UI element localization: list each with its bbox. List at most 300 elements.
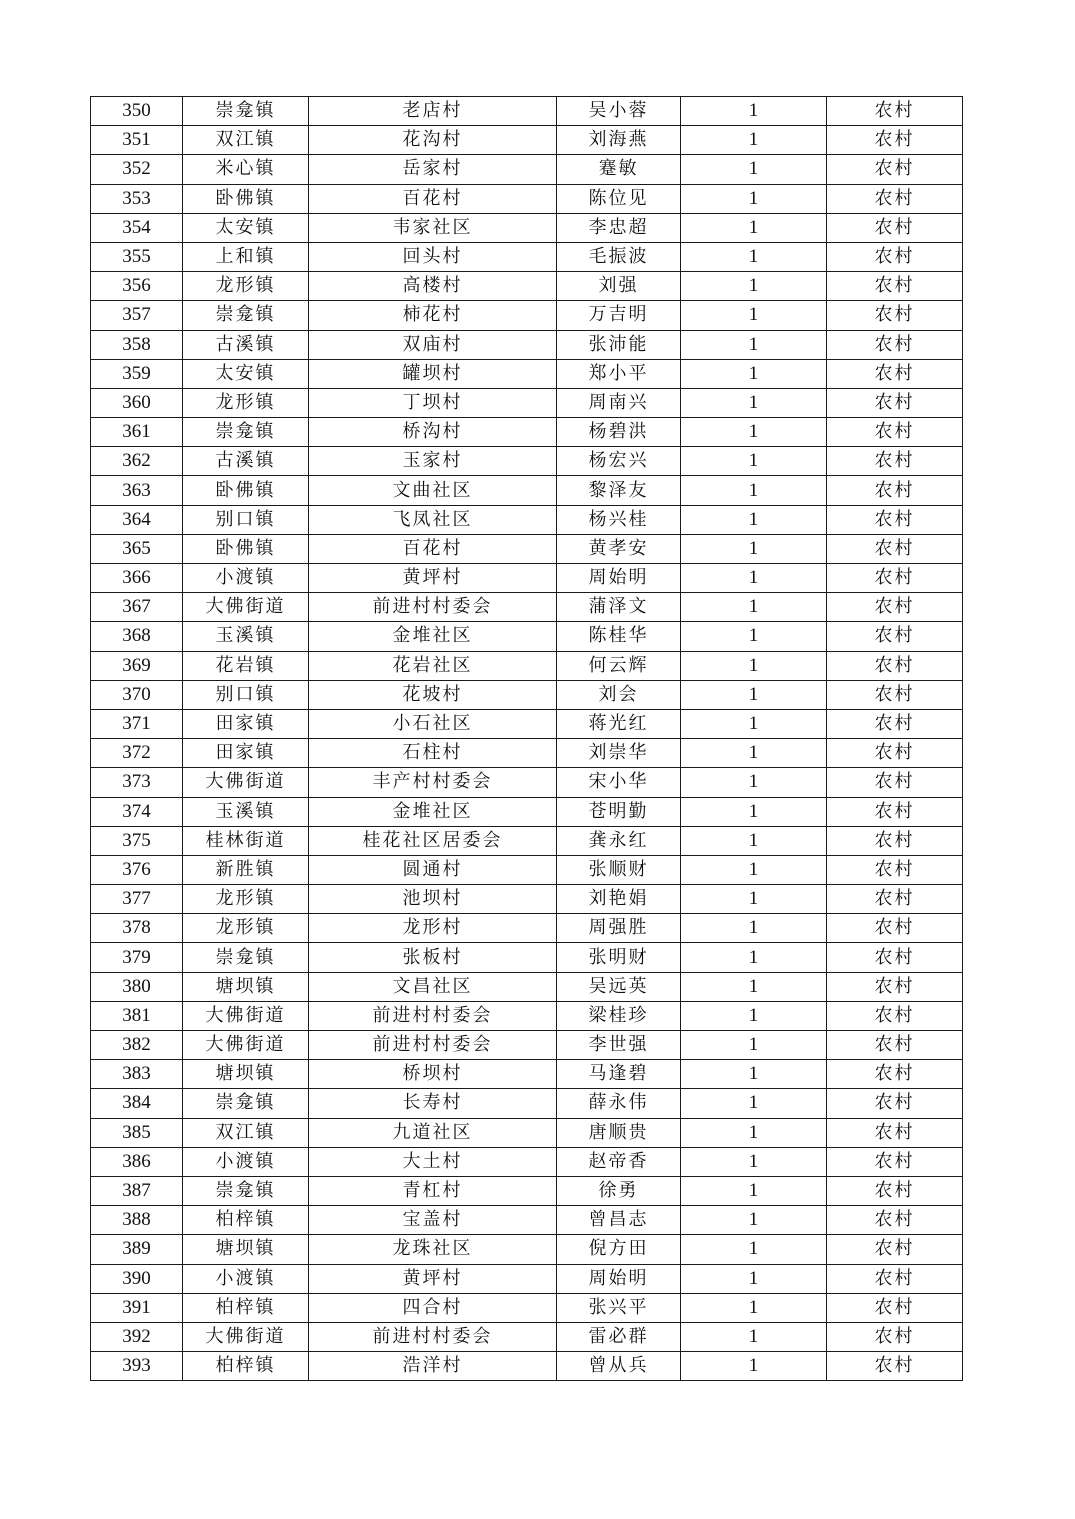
table-row [91, 1147, 963, 1176]
person-name-cell: 何云辉 [557, 651, 681, 680]
table-row [91, 1206, 963, 1235]
village-cell: 石柱村 [309, 739, 557, 768]
village-cell: 黄坪村 [309, 564, 557, 593]
town-cell: 小渡镇 [183, 1147, 309, 1176]
table-row [91, 272, 963, 301]
count-cell: 1 [681, 1118, 827, 1147]
village-cell: 丰产村村委会 [309, 768, 557, 797]
person-name-cell: 张顺财 [557, 855, 681, 884]
category-cell: 农村 [827, 1235, 963, 1264]
category-cell: 农村 [827, 388, 963, 417]
town-cell: 大佛街道 [183, 768, 309, 797]
count-cell: 1 [681, 1235, 827, 1264]
village-cell: 老店村 [309, 97, 557, 126]
category-cell: 农村 [827, 1176, 963, 1205]
person-name-cell: 雷必群 [557, 1322, 681, 1351]
serial-number-cell: 383 [91, 1060, 183, 1089]
village-cell: 长寿村 [309, 1089, 557, 1118]
village-cell: 丁坝村 [309, 388, 557, 417]
person-name-cell: 黄孝安 [557, 534, 681, 563]
category-cell: 农村 [827, 680, 963, 709]
category-cell: 农村 [827, 213, 963, 242]
count-cell: 1 [681, 768, 827, 797]
town-cell: 田家镇 [183, 739, 309, 768]
count-cell: 1 [681, 593, 827, 622]
person-name-cell: 杨兴桂 [557, 505, 681, 534]
serial-number-cell: 364 [91, 505, 183, 534]
village-cell: 金堆社区 [309, 622, 557, 651]
table-row [91, 593, 963, 622]
person-name-cell: 吴小蓉 [557, 97, 681, 126]
village-cell: 花沟村 [309, 126, 557, 155]
count-cell: 1 [681, 1031, 827, 1060]
serial-number-cell: 392 [91, 1322, 183, 1351]
table-row [91, 155, 963, 184]
category-cell: 农村 [827, 447, 963, 476]
village-cell: 金堆社区 [309, 797, 557, 826]
serial-number-cell: 373 [91, 768, 183, 797]
person-name-cell: 毛振波 [557, 242, 681, 271]
person-name-cell: 刘强 [557, 272, 681, 301]
count-cell: 1 [681, 155, 827, 184]
town-cell: 太安镇 [183, 213, 309, 242]
table-row [91, 680, 963, 709]
person-name-cell: 李忠超 [557, 213, 681, 242]
count-cell: 1 [681, 476, 827, 505]
table-row [91, 1089, 963, 1118]
category-cell: 农村 [827, 476, 963, 505]
serial-number-cell: 382 [91, 1031, 183, 1060]
serial-number-cell: 363 [91, 476, 183, 505]
table-row [91, 359, 963, 388]
table-row [91, 1235, 963, 1264]
category-cell: 农村 [827, 855, 963, 884]
category-cell: 农村 [827, 1293, 963, 1322]
village-cell: 玉家村 [309, 447, 557, 476]
table-row [91, 388, 963, 417]
town-cell: 太安镇 [183, 359, 309, 388]
table-row [91, 1352, 963, 1381]
count-cell: 1 [681, 972, 827, 1001]
serial-number-cell: 351 [91, 126, 183, 155]
town-cell: 花岩镇 [183, 651, 309, 680]
serial-number-cell: 374 [91, 797, 183, 826]
serial-number-cell: 386 [91, 1147, 183, 1176]
serial-number-cell: 385 [91, 1118, 183, 1147]
town-cell: 柏梓镇 [183, 1293, 309, 1322]
village-cell: 岳家村 [309, 155, 557, 184]
person-name-cell: 蒋光红 [557, 709, 681, 738]
town-cell: 玉溪镇 [183, 797, 309, 826]
count-cell: 1 [681, 1001, 827, 1030]
person-name-cell: 苍明勤 [557, 797, 681, 826]
person-name-cell: 陈桂华 [557, 622, 681, 651]
serial-number-cell: 379 [91, 943, 183, 972]
category-cell: 农村 [827, 797, 963, 826]
village-cell: 四合村 [309, 1293, 557, 1322]
village-cell: 前进村村委会 [309, 1322, 557, 1351]
person-name-cell: 张兴平 [557, 1293, 681, 1322]
person-name-cell: 李世强 [557, 1031, 681, 1060]
count-cell: 1 [681, 97, 827, 126]
table-row [91, 418, 963, 447]
table-row [91, 972, 963, 1001]
count-cell: 1 [681, 1176, 827, 1205]
count-cell: 1 [681, 943, 827, 972]
category-cell: 农村 [827, 1060, 963, 1089]
town-cell: 田家镇 [183, 709, 309, 738]
category-cell: 农村 [827, 155, 963, 184]
village-cell: 龙形村 [309, 914, 557, 943]
table-row [91, 1060, 963, 1089]
village-cell: 花岩社区 [309, 651, 557, 680]
person-name-cell: 张明财 [557, 943, 681, 972]
village-cell: 圆通村 [309, 855, 557, 884]
town-cell: 柏梓镇 [183, 1352, 309, 1381]
town-cell: 新胜镇 [183, 855, 309, 884]
count-cell: 1 [681, 709, 827, 738]
count-cell: 1 [681, 826, 827, 855]
serial-number-cell: 356 [91, 272, 183, 301]
table-row [91, 330, 963, 359]
serial-number-cell: 389 [91, 1235, 183, 1264]
category-cell: 农村 [827, 593, 963, 622]
village-cell: 前进村村委会 [309, 593, 557, 622]
village-cell: 柿花村 [309, 301, 557, 330]
village-cell: 回头村 [309, 242, 557, 271]
person-name-cell: 唐顺贵 [557, 1118, 681, 1147]
town-cell: 大佛街道 [183, 1001, 309, 1030]
person-name-cell: 周始明 [557, 564, 681, 593]
town-cell: 大佛街道 [183, 593, 309, 622]
category-cell: 农村 [827, 126, 963, 155]
town-cell: 龙形镇 [183, 388, 309, 417]
person-name-cell: 梁桂珍 [557, 1001, 681, 1030]
person-name-cell: 杨碧洪 [557, 418, 681, 447]
town-cell: 大佛街道 [183, 1322, 309, 1351]
category-cell: 农村 [827, 97, 963, 126]
person-name-cell: 周南兴 [557, 388, 681, 417]
category-cell: 农村 [827, 1352, 963, 1381]
town-cell: 塘坝镇 [183, 1060, 309, 1089]
person-name-cell: 薛永伟 [557, 1089, 681, 1118]
table-row [91, 476, 963, 505]
town-cell: 别口镇 [183, 505, 309, 534]
table-row [91, 651, 963, 680]
person-name-cell: 黎泽友 [557, 476, 681, 505]
town-cell: 米心镇 [183, 155, 309, 184]
person-name-cell: 曾从兵 [557, 1352, 681, 1381]
category-cell: 农村 [827, 1118, 963, 1147]
table-row [91, 1264, 963, 1293]
village-cell: 黄坪村 [309, 1264, 557, 1293]
town-cell: 古溪镇 [183, 330, 309, 359]
village-cell: 宝盖村 [309, 1206, 557, 1235]
serial-number-cell: 360 [91, 388, 183, 417]
person-name-cell: 曾昌志 [557, 1206, 681, 1235]
table-row [91, 1001, 963, 1030]
town-cell: 大佛街道 [183, 1031, 309, 1060]
town-cell: 古溪镇 [183, 447, 309, 476]
category-cell: 农村 [827, 1147, 963, 1176]
category-cell: 农村 [827, 885, 963, 914]
table-row [91, 1322, 963, 1351]
serial-number-cell: 353 [91, 184, 183, 213]
count-cell: 1 [681, 1147, 827, 1176]
category-cell: 农村 [827, 242, 963, 271]
town-cell: 小渡镇 [183, 1264, 309, 1293]
town-cell: 塘坝镇 [183, 1235, 309, 1264]
table-row [91, 1176, 963, 1205]
village-cell: 飞凤社区 [309, 505, 557, 534]
village-cell: 高楼村 [309, 272, 557, 301]
count-cell: 1 [681, 1206, 827, 1235]
table-row [91, 242, 963, 271]
village-cell: 花坡村 [309, 680, 557, 709]
serial-number-cell: 352 [91, 155, 183, 184]
category-cell: 农村 [827, 1206, 963, 1235]
table-row [91, 534, 963, 563]
count-cell: 1 [681, 388, 827, 417]
village-cell: 张板村 [309, 943, 557, 972]
town-cell: 双江镇 [183, 126, 309, 155]
category-cell: 农村 [827, 914, 963, 943]
person-name-cell: 宋小华 [557, 768, 681, 797]
category-cell: 农村 [827, 768, 963, 797]
table-row [91, 622, 963, 651]
category-cell: 农村 [827, 739, 963, 768]
table-row [91, 914, 963, 943]
category-cell: 农村 [827, 622, 963, 651]
village-cell: 双庙村 [309, 330, 557, 359]
serial-number-cell: 391 [91, 1293, 183, 1322]
serial-number-cell: 376 [91, 855, 183, 884]
town-cell: 卧佛镇 [183, 184, 309, 213]
count-cell: 1 [681, 739, 827, 768]
person-name-cell: 倪方田 [557, 1235, 681, 1264]
table-row [91, 184, 963, 213]
village-cell: 浩洋村 [309, 1352, 557, 1381]
town-cell: 崇龛镇 [183, 1176, 309, 1205]
count-cell: 1 [681, 272, 827, 301]
category-cell: 农村 [827, 1264, 963, 1293]
category-cell: 农村 [827, 826, 963, 855]
town-cell: 双江镇 [183, 1118, 309, 1147]
category-cell: 农村 [827, 1089, 963, 1118]
serial-number-cell: 377 [91, 885, 183, 914]
category-cell: 农村 [827, 301, 963, 330]
table-row [91, 1293, 963, 1322]
village-cell: 百花村 [309, 184, 557, 213]
count-cell: 1 [681, 1352, 827, 1381]
serial-number-cell: 381 [91, 1001, 183, 1030]
serial-number-cell: 380 [91, 972, 183, 1001]
town-cell: 崇龛镇 [183, 1089, 309, 1118]
serial-number-cell: 393 [91, 1352, 183, 1381]
person-name-cell: 刘艳娟 [557, 885, 681, 914]
serial-number-cell: 388 [91, 1206, 183, 1235]
table-row [91, 885, 963, 914]
village-cell: 文曲社区 [309, 476, 557, 505]
count-cell: 1 [681, 418, 827, 447]
serial-number-cell: 354 [91, 213, 183, 242]
count-cell: 1 [681, 855, 827, 884]
village-cell: 罐坝村 [309, 359, 557, 388]
town-cell: 上和镇 [183, 242, 309, 271]
person-name-cell: 马逢碧 [557, 1060, 681, 1089]
village-cell: 九道社区 [309, 1118, 557, 1147]
serial-number-cell: 384 [91, 1089, 183, 1118]
table-row [91, 797, 963, 826]
person-name-cell: 周强胜 [557, 914, 681, 943]
count-cell: 1 [681, 242, 827, 271]
category-cell: 农村 [827, 972, 963, 1001]
village-cell: 百花村 [309, 534, 557, 563]
serial-number-cell: 375 [91, 826, 183, 855]
category-cell: 农村 [827, 943, 963, 972]
village-cell: 韦家社区 [309, 213, 557, 242]
category-cell: 农村 [827, 564, 963, 593]
serial-number-cell: 367 [91, 593, 183, 622]
table-row [91, 97, 963, 126]
serial-number-cell: 368 [91, 622, 183, 651]
serial-number-cell: 361 [91, 418, 183, 447]
person-name-cell: 杨宏兴 [557, 447, 681, 476]
town-cell: 桂林街道 [183, 826, 309, 855]
town-cell: 崇龛镇 [183, 301, 309, 330]
count-cell: 1 [681, 622, 827, 651]
count-cell: 1 [681, 1060, 827, 1089]
serial-number-cell: 372 [91, 739, 183, 768]
town-cell: 龙形镇 [183, 914, 309, 943]
count-cell: 1 [681, 213, 827, 242]
table-row [91, 1118, 963, 1147]
serial-number-cell: 378 [91, 914, 183, 943]
count-cell: 1 [681, 1089, 827, 1118]
count-cell: 1 [681, 359, 827, 388]
table-row [91, 1031, 963, 1060]
town-cell: 崇龛镇 [183, 418, 309, 447]
person-name-cell: 刘海燕 [557, 126, 681, 155]
count-cell: 1 [681, 505, 827, 534]
person-name-cell: 徐勇 [557, 1176, 681, 1205]
person-name-cell: 郑小平 [557, 359, 681, 388]
town-cell: 玉溪镇 [183, 622, 309, 651]
person-name-cell: 赵帝香 [557, 1147, 681, 1176]
serial-number-cell: 365 [91, 534, 183, 563]
village-cell: 桂花社区居委会 [309, 826, 557, 855]
town-cell: 崇龛镇 [183, 943, 309, 972]
count-cell: 1 [681, 651, 827, 680]
town-cell: 卧佛镇 [183, 534, 309, 563]
table-row [91, 943, 963, 972]
serial-number-cell: 366 [91, 564, 183, 593]
table-row [91, 126, 963, 155]
serial-number-cell: 358 [91, 330, 183, 359]
category-cell: 农村 [827, 651, 963, 680]
village-cell: 池坝村 [309, 885, 557, 914]
village-cell: 桥沟村 [309, 418, 557, 447]
village-cell: 前进村村委会 [309, 1031, 557, 1060]
town-cell: 龙形镇 [183, 272, 309, 301]
village-cell: 小石社区 [309, 709, 557, 738]
person-name-cell: 张沛能 [557, 330, 681, 359]
count-cell: 1 [681, 184, 827, 213]
table-row [91, 301, 963, 330]
category-cell: 农村 [827, 359, 963, 388]
serial-number-cell: 357 [91, 301, 183, 330]
table-row [91, 213, 963, 242]
count-cell: 1 [681, 534, 827, 563]
count-cell: 1 [681, 564, 827, 593]
serial-number-cell: 387 [91, 1176, 183, 1205]
serial-number-cell: 371 [91, 709, 183, 738]
serial-number-cell: 370 [91, 680, 183, 709]
person-name-cell: 陈位见 [557, 184, 681, 213]
count-cell: 1 [681, 680, 827, 709]
category-cell: 农村 [827, 418, 963, 447]
count-cell: 1 [681, 330, 827, 359]
serial-number-cell: 350 [91, 97, 183, 126]
count-cell: 1 [681, 1293, 827, 1322]
person-name-cell: 吴远英 [557, 972, 681, 1001]
town-cell: 崇龛镇 [183, 97, 309, 126]
table-row [91, 826, 963, 855]
count-cell: 1 [681, 126, 827, 155]
category-cell: 农村 [827, 534, 963, 563]
data-table [90, 96, 963, 1381]
table-body [91, 97, 963, 1381]
serial-number-cell: 362 [91, 447, 183, 476]
town-cell: 龙形镇 [183, 885, 309, 914]
count-cell: 1 [681, 301, 827, 330]
table-row [91, 447, 963, 476]
count-cell: 1 [681, 1264, 827, 1293]
count-cell: 1 [681, 797, 827, 826]
person-name-cell: 刘会 [557, 680, 681, 709]
serial-number-cell: 369 [91, 651, 183, 680]
category-cell: 农村 [827, 272, 963, 301]
table-row [91, 564, 963, 593]
town-cell: 卧佛镇 [183, 476, 309, 505]
person-name-cell: 龚永红 [557, 826, 681, 855]
person-name-cell: 蒲泽文 [557, 593, 681, 622]
category-cell: 农村 [827, 505, 963, 534]
person-name-cell: 刘崇华 [557, 739, 681, 768]
count-cell: 1 [681, 1322, 827, 1351]
village-cell: 前进村村委会 [309, 1001, 557, 1030]
table-row [91, 768, 963, 797]
serial-number-cell: 359 [91, 359, 183, 388]
category-cell: 农村 [827, 330, 963, 359]
count-cell: 1 [681, 885, 827, 914]
category-cell: 农村 [827, 1322, 963, 1351]
category-cell: 农村 [827, 1001, 963, 1030]
village-cell: 龙珠社区 [309, 1235, 557, 1264]
person-name-cell: 周始明 [557, 1264, 681, 1293]
table-row [91, 739, 963, 768]
count-cell: 1 [681, 447, 827, 476]
category-cell: 农村 [827, 1031, 963, 1060]
table-row [91, 855, 963, 884]
category-cell: 农村 [827, 184, 963, 213]
village-cell: 文昌社区 [309, 972, 557, 1001]
village-cell: 青杠村 [309, 1176, 557, 1205]
town-cell: 别口镇 [183, 680, 309, 709]
category-cell: 农村 [827, 709, 963, 738]
serial-number-cell: 355 [91, 242, 183, 271]
town-cell: 小渡镇 [183, 564, 309, 593]
